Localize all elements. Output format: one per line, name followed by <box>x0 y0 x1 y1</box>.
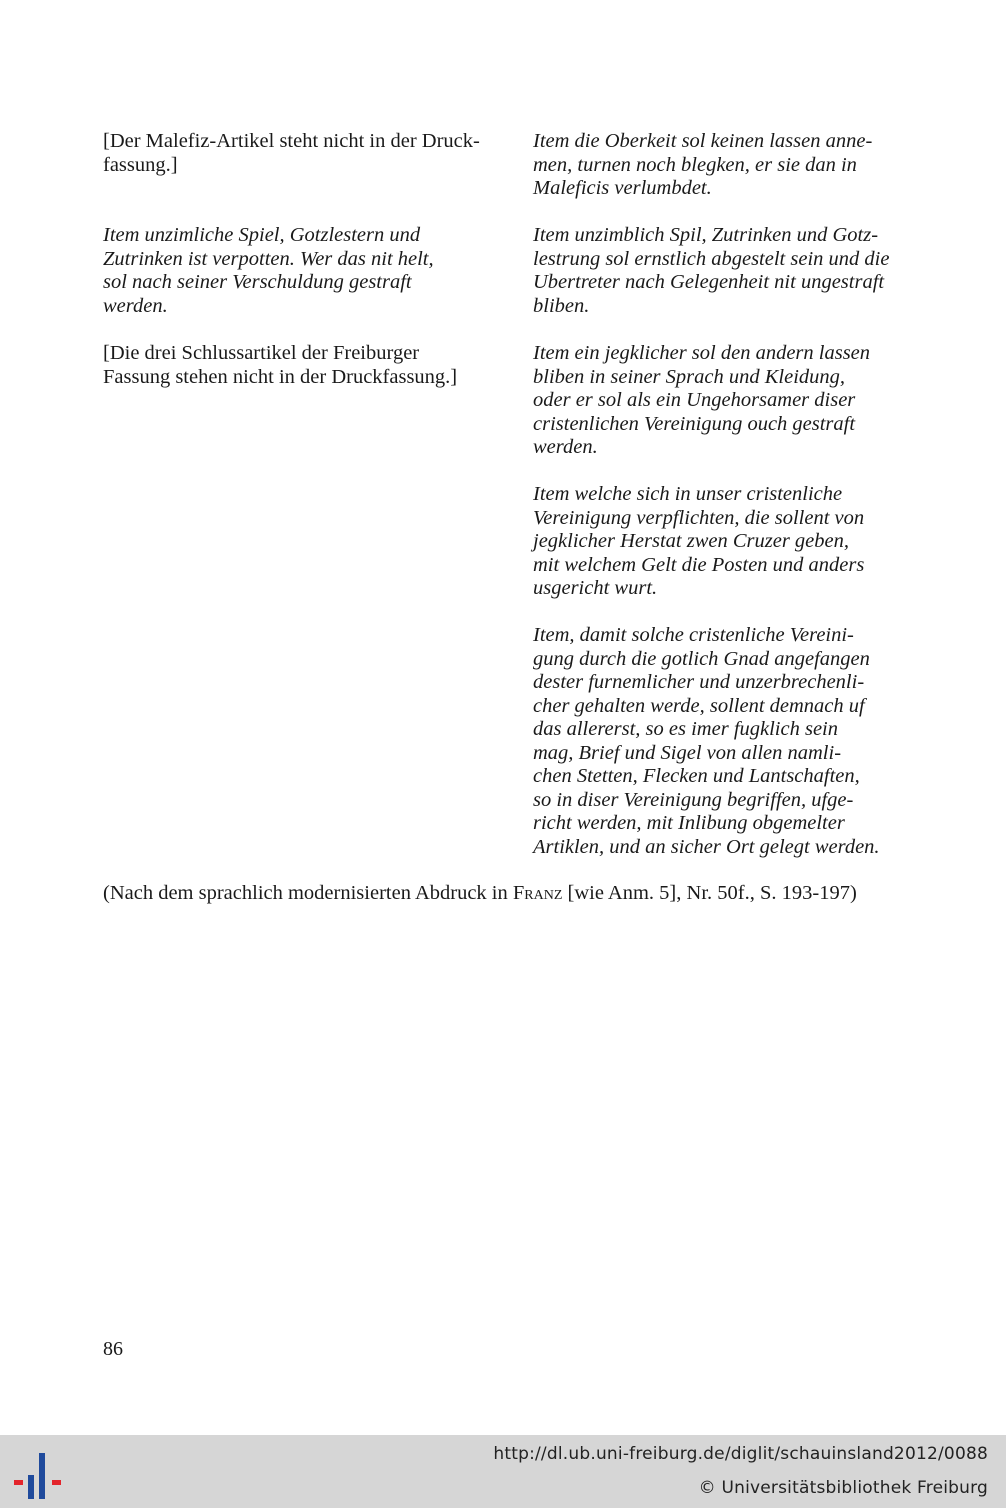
text-line: bliben in seiner Sprach und Kleidung, <box>533 365 846 388</box>
text-line: jegklicher Herstat zwen Cruzer geben, <box>533 530 849 552</box>
citation-text: (Nach dem sprachlich modernisierten Abdruck in <box>103 882 513 904</box>
text-line: men, turnen noch blegken, er sie dan in <box>533 153 857 176</box>
text-line: Item die Oberkeit sol keinen lassen anne- <box>533 130 873 152</box>
text-line: dester furnemlicher und unzerbrechenli- <box>533 671 865 693</box>
text-line: gung durch die gotlich Gnad angefangen <box>533 647 870 670</box>
text-line: Maleficis verlumbdet. <box>533 177 712 199</box>
text-line: Zutrinken ist verpotten. Wer das nit helt, <box>103 247 434 270</box>
text-line: werden. <box>533 436 598 458</box>
text-line: Item unzimblich Spil, Zutrinken und Gotz- <box>533 224 879 246</box>
document-url-link[interactable]: http://dl.ub.uni-freiburg.de/diglit/schauinsland2012/0088 <box>493 1444 988 1464</box>
text-line: fassung.] <box>103 153 178 176</box>
right-block-5 <box>533 624 933 859</box>
right-block-3 <box>533 342 933 460</box>
text-line: [Die drei Schlussartikel der Freiburger <box>103 342 420 364</box>
text-line: so in diser Vereinigung begriffen, ufge- <box>533 788 854 811</box>
text-line: Ubertreter nach Gelegenheit nit ungestraft <box>533 271 885 293</box>
text-line: usgericht wurt. <box>533 577 658 599</box>
text-line: lestrung sol ernstlich abgestelt sein und die <box>533 247 890 270</box>
source-citation <box>103 881 963 905</box>
text-line: cher gehalten werde, sollent demnach uf <box>533 694 865 717</box>
right-block-4 <box>533 483 933 601</box>
left-block-2 <box>103 224 503 318</box>
text-line: Item unzimliche Spiel, Gotzlestern und <box>103 224 421 246</box>
copyright-notice: © Universitätsbibliothek Freiburg <box>698 1478 988 1498</box>
text-line: mit welchem Gelt die Posten und anders <box>533 553 865 576</box>
text-line: Fassung stehen nicht in der Druckfassung.] <box>103 365 458 388</box>
text-line: Vereinigung verpflichten, die sollent von <box>533 506 865 529</box>
text-line: werden. <box>103 294 168 317</box>
text-line: richt werden, mit Inlibung obgemelter <box>533 812 845 834</box>
right-block-2 <box>533 224 933 318</box>
text-line: sol nach seiner Verschuldung gestraft <box>103 271 412 293</box>
text-line: [Der Malefiz-Artikel steht nicht in der Druck- <box>103 130 480 152</box>
text-line: mag, Brief und Sigel von allen namli- <box>533 741 842 764</box>
text-line: Item, damit solche cristenliche Vereini- <box>533 624 854 646</box>
text-line: das allererst, so es imer fugklich sein <box>533 718 838 740</box>
citation-reference: [wie Anm. 5], Nr. 50f., S. 193-197) <box>562 882 857 904</box>
text-line: chen Stetten, Flecken und Lantschaften, <box>533 765 860 787</box>
left-block-3 <box>103 342 503 389</box>
citation-author: Franz <box>512 882 563 904</box>
text-line: oder er sol als ein Ungehorsamer diser <box>533 389 856 411</box>
text-line: bliben. <box>533 294 590 317</box>
text-line: Item ein jegklicher sol den andern lassen <box>533 342 871 364</box>
ub-freiburg-logo-icon <box>14 1445 64 1501</box>
footer-bar <box>0 1435 1006 1508</box>
text-line: Item welche sich in unser cristenliche <box>533 483 843 505</box>
text-line: cristenlichen Vereinigung ouch gestraft <box>533 412 856 435</box>
text-line: Artiklen, und an sicher Ort gelegt werden. <box>533 835 880 858</box>
right-block-1 <box>533 130 933 201</box>
left-block-1 <box>103 130 503 177</box>
page-number: 86 <box>103 1338 123 1360</box>
